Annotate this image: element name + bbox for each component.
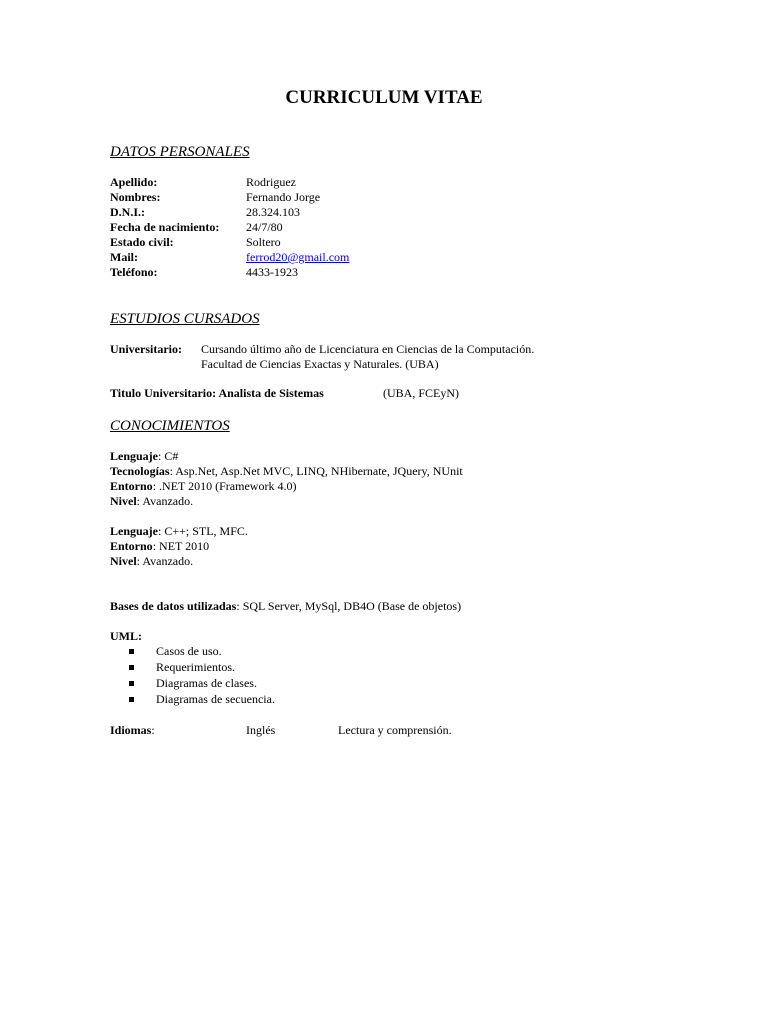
knowledge-label: Lenguaje: [110, 449, 158, 463]
degree-label: Titulo Universitario: Analista de Sistemas: [110, 386, 324, 400]
knowledge-value: : NET 2010: [152, 539, 210, 553]
field-value: Rodriguez: [246, 175, 296, 189]
knowledge-value: : C++; STL, MFC.: [158, 524, 248, 538]
list-item: Requerimientos.: [156, 660, 235, 674]
bullet-icon: [129, 681, 134, 686]
field-label: Apellido:: [110, 175, 158, 189]
knowledge-line: [110, 539, 209, 554]
language-name: Inglés: [246, 723, 276, 737]
field-value: 4433-1923: [246, 265, 298, 279]
knowledge-label: Nivel: [110, 494, 137, 508]
languages-label: Idiomas: [110, 723, 152, 737]
knowledge-label: Tecnologías: [110, 464, 170, 478]
email-link[interactable]: ferrod20@gmail.com: [246, 250, 350, 264]
list-item: Casos de uso.: [156, 644, 222, 658]
languages-line: [110, 723, 155, 738]
databases-label: Bases de datos utilizadas: [110, 599, 237, 613]
section-heading-personal: DATOS PERSONALES: [110, 144, 250, 160]
knowledge-line: [110, 494, 193, 509]
list-item: Diagramas de clases.: [156, 676, 257, 690]
field-label: D.N.I.:: [110, 205, 145, 219]
university-label: Universitario:: [110, 342, 182, 356]
knowledge-label: Entorno: [110, 539, 153, 553]
field-value: Fernando Jorge: [246, 190, 321, 204]
knowledge-value: : Avanzado.: [136, 494, 194, 508]
uml-label: UML:: [110, 629, 142, 643]
databases-line: [110, 599, 461, 614]
university-line-2: Facultad de Ciencias Exactas y Naturales. (UBA): [201, 357, 439, 371]
knowledge-line: [110, 464, 463, 479]
knowledge-value: : Asp.Net, Asp.Net MVC, LINQ, NHibernate, JQuery, NUnit: [169, 464, 463, 478]
knowledge-line: [110, 479, 296, 494]
knowledge-line: [110, 554, 193, 569]
languages-colon: :: [151, 723, 155, 737]
university-line-1: Cursando último año de Licenciatura en Ciencias de la Computación.: [201, 342, 535, 356]
field-label: Estado civil:: [110, 235, 174, 249]
field-label: Nombres:: [110, 190, 161, 204]
knowledge-value: : .NET 2010 (Framework 4.0): [152, 479, 297, 493]
section-heading-knowledge: CONOCIMIENTOS: [110, 418, 230, 434]
field-value: 28.324.103: [246, 205, 300, 219]
field-label: Mail:: [110, 250, 138, 264]
field-label: Teléfono:: [110, 265, 158, 279]
knowledge-label: Entorno: [110, 479, 153, 493]
knowledge-label: Nivel: [110, 554, 137, 568]
language-level: Lectura y comprensión.: [338, 723, 452, 737]
bullet-icon: [129, 697, 134, 702]
knowledge-label: Lenguaje: [110, 524, 158, 538]
knowledge-line: [110, 449, 178, 464]
document-title: CURRICULUM VITAE: [285, 87, 483, 108]
knowledge-line: [110, 524, 248, 539]
knowledge-value: : C#: [158, 449, 179, 463]
field-value: 24/7/80: [246, 220, 283, 234]
field-value: Soltero: [246, 235, 281, 249]
knowledge-value: : Avanzado.: [136, 554, 194, 568]
degree-value: (UBA, FCEyN): [383, 386, 460, 400]
list-item: Diagramas de secuencia.: [156, 692, 275, 706]
databases-value: : SQL Server, MySql, DB4O (Base de objetos): [236, 599, 462, 613]
section-heading-studies: ESTUDIOS CURSADOS: [110, 311, 260, 327]
field-label: Fecha de nacimiento:: [110, 220, 220, 234]
bullet-icon: [129, 649, 134, 654]
bullet-icon: [129, 665, 134, 670]
